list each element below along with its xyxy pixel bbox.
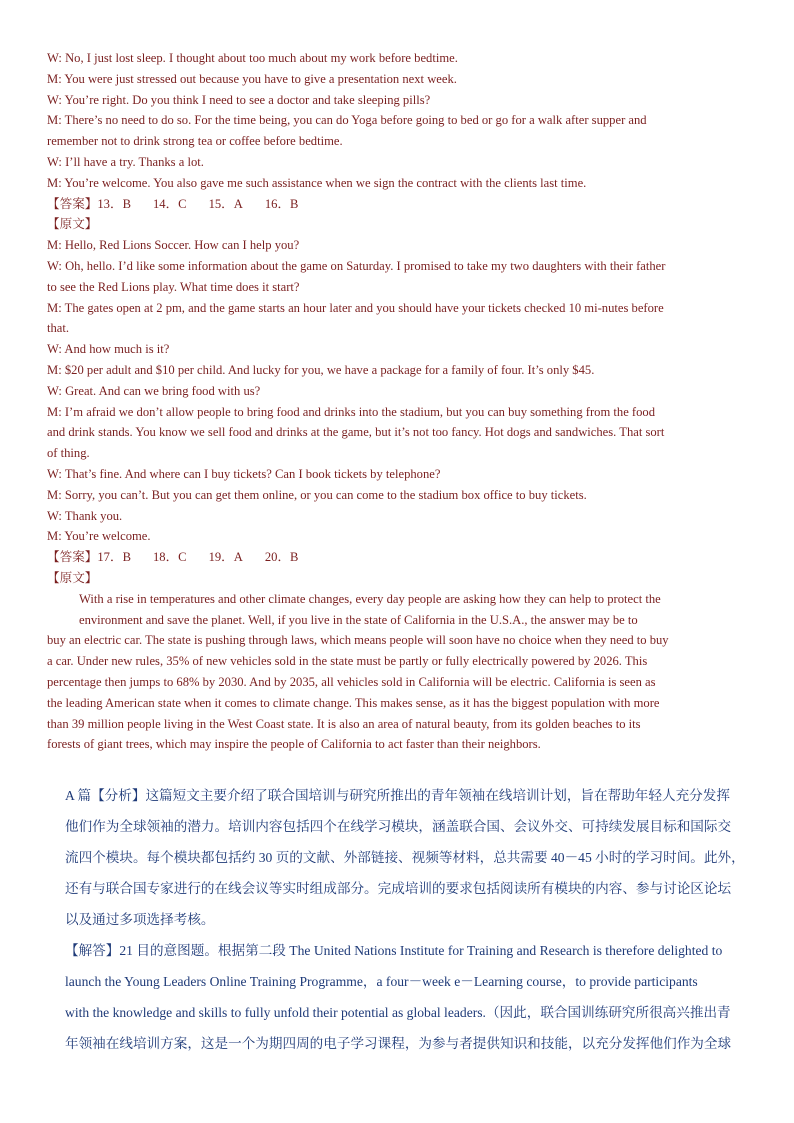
dialogue-line bbox=[47, 402, 752, 423]
answer-label: 【答案】 bbox=[47, 196, 98, 211]
dialogue-line bbox=[47, 48, 752, 69]
speaker-tag: W: bbox=[47, 342, 62, 357]
dialogue-line bbox=[47, 235, 752, 256]
dialogue-line bbox=[47, 443, 752, 464]
utterance-text: I’ll have a try. Thanks a lot. bbox=[65, 154, 204, 169]
dialogue-1 bbox=[47, 48, 752, 194]
speaker-tag: M: bbox=[47, 300, 62, 315]
passage-line: buy an electric car. The state is pushing through laws, which means people will soon have no choice when they need to buy bbox=[47, 633, 669, 648]
dialogue-2 bbox=[47, 235, 752, 547]
answer-item: 20．B bbox=[264, 550, 299, 565]
solution-line: 【解答】21 目的意图题。根据第二段 The United Nations Institute for Training and Research is therefore delighted to bbox=[65, 943, 723, 958]
dialogue-line bbox=[47, 152, 752, 173]
utterance-text: Hello, Red Lions Soccer. How can I help you? bbox=[64, 238, 300, 253]
passage-line: than 39 million people living in the West Coast state. It is also an area of natural beauty, from its golden beaches to its bbox=[47, 716, 641, 731]
answer-item: 19．A bbox=[208, 550, 243, 565]
speaker-tag: M: bbox=[47, 404, 62, 419]
speaker-tag: W: bbox=[47, 508, 62, 523]
dialogue-line bbox=[47, 90, 752, 111]
answer-item: 15．A bbox=[208, 196, 243, 211]
speaker-tag: W: bbox=[47, 258, 62, 273]
answer-item: 18．C bbox=[152, 550, 187, 565]
utterance-text: I’m afraid we don’t allow people to bring food and drinks into the stadium, but you can buy something from the food bbox=[64, 404, 656, 419]
solution-line: with the knowledge and skills to fully unfold their potential as global leaders.（因此，联合国训练研究所很高兴推出青 bbox=[65, 1005, 731, 1020]
speaker-tag: W: bbox=[47, 92, 62, 107]
utterance-text: You’re welcome. bbox=[64, 529, 151, 544]
solution-line: launch the Young Leaders Online Training Programme，a four－week e－Learning course，to provide participants bbox=[65, 974, 698, 989]
speaker-tag: W: bbox=[47, 466, 62, 481]
utterance-text: You were just stressed out because you have to give a presentation next week. bbox=[64, 71, 457, 86]
answer-label: 【答案】 bbox=[47, 550, 98, 565]
dialogue-line bbox=[47, 298, 752, 319]
original-text-label: 【原文】 bbox=[47, 217, 98, 232]
analysis-line: A 篇【分析】这篇短文主要介绍了联合国培训与研究所推出的青年领袖在线培训计划，旨在帮助年轻人充分发挥 bbox=[65, 788, 730, 803]
dialogue-line bbox=[47, 256, 752, 277]
dialogue-line bbox=[47, 506, 752, 527]
passage-line: environment and save the planet. Well, if you live in the state of California in the U.S.A., the answer may be to bbox=[79, 612, 638, 627]
speaker-tag: M: bbox=[47, 238, 62, 253]
passage-line: the leading American state when it comes to climate change. This makes sense, as it has the biggest population with more bbox=[47, 695, 660, 710]
speaker-tag: M: bbox=[47, 362, 62, 377]
utterance-text: Thank you. bbox=[64, 508, 123, 523]
utterance-text: that. bbox=[47, 321, 70, 336]
speaker-tag: W: bbox=[47, 383, 62, 398]
original-text-label: 【原文】 bbox=[47, 570, 98, 585]
utterance-text: to see the Red Lions play. What time does it start? bbox=[47, 279, 300, 294]
dialogue-line bbox=[47, 526, 752, 547]
dialogue-line bbox=[47, 464, 752, 485]
speaker-tag: W: bbox=[47, 154, 62, 169]
dialogue-line bbox=[47, 110, 752, 131]
dialogue-line bbox=[47, 318, 752, 339]
answer-item: 17．B bbox=[97, 550, 131, 565]
answer-key-1 bbox=[47, 194, 752, 215]
analysis-line: 以及通过多项选择考核。 bbox=[65, 912, 215, 927]
utterance-text: $20 per adult and $10 per child. And lucky for you, we have a package for a family of four. It’s only $45. bbox=[64, 362, 595, 377]
dialogue-line bbox=[47, 360, 752, 381]
utterance-text: You’re welcome. You also gave me such assistance when we sign the contract with the clients last time. bbox=[64, 175, 587, 190]
answer-item: 14．C bbox=[152, 196, 187, 211]
utterance-text: And how much is it? bbox=[64, 342, 170, 357]
utterance-text: There’s no need to do so. For the time being, you can do Yoga before going to bed or go for a walk after supper and bbox=[64, 113, 647, 128]
utterance-text: That’s fine. And where can I buy tickets? Can I book tickets by telephone? bbox=[64, 466, 441, 481]
utterance-text: of thing. bbox=[47, 446, 90, 461]
utterance-text: remember not to drink strong tea or coffee before bedtime. bbox=[47, 134, 343, 149]
utterance-text: No, I just lost sleep. I thought about too much about my work before bedtime. bbox=[65, 51, 458, 65]
reading-passage bbox=[47, 589, 748, 755]
analysis-line: 还有与联合国专家进行的在线会议等实时组成部分。完成培训的要求包括阅读所有模块的内容、参与讨论区论坛 bbox=[65, 881, 732, 896]
analysis-section bbox=[65, 780, 747, 1059]
speaker-tag: W: bbox=[47, 51, 62, 65]
dialogue-line bbox=[47, 173, 752, 194]
listening-transcript bbox=[47, 48, 752, 755]
utterance-text: The gates open at 2 pm, and the game starts an hour later and you should have your tickets checked 10 mi-nutes before bbox=[64, 300, 664, 315]
dialogue-line bbox=[47, 339, 752, 360]
dialogue-line bbox=[47, 485, 752, 506]
solution-label: 【解答】 bbox=[65, 943, 120, 958]
analysis-line: 他们作为全球领袖的潜力。培训内容包括四个在线学习模块，涵盖联合国、会议外交、可持续发展目标和国际交 bbox=[65, 819, 732, 834]
answer-item: 16．B bbox=[264, 196, 299, 211]
utterance-text: Great. And can we bring food with us? bbox=[65, 383, 261, 398]
speaker-tag: M: bbox=[47, 71, 62, 86]
passage-line: With a rise in temperatures and other climate changes, every day people are asking how they can help to protect the bbox=[79, 591, 661, 606]
passage-line: forests of giant trees, which may inspire the people of California to act faster than their neighbors. bbox=[47, 737, 541, 752]
answer-key-2 bbox=[47, 547, 752, 568]
utterance-text: You’re right. Do you think I need to see a doctor and take sleeping pills? bbox=[64, 92, 431, 107]
speaker-tag: M: bbox=[47, 113, 62, 128]
dialogue-line bbox=[47, 277, 752, 298]
passage-line: percentage then jumps to 68% by 2030. And by 2035, all vehicles sold in California will be electric. California is seen as bbox=[47, 674, 656, 689]
analysis-line: 流四个模块。每个模块都包括约 30 页的文献、外部链接、视频等材料，总共需要 40－45 小时的学习时间。此外， bbox=[65, 850, 745, 865]
passage-line: a car. Under new rules, 35% of new vehicles sold in the state must be partly or fully electrically powered by 2026. This bbox=[47, 654, 648, 669]
utterance-text: Oh, hello. I’d like some information about the game on Saturday. I promised to take my two daughters with their father bbox=[65, 258, 666, 273]
utterance-text: and drink stands. You know we sell food and drinks at the game, but it’s not too fancy. Hot dogs and sandwiches. That sort bbox=[47, 425, 665, 440]
utterance-text: Sorry, you can’t. But you can get them online, or you can come to the stadium box office to buy tickets. bbox=[64, 487, 587, 502]
speaker-tag: M: bbox=[47, 529, 62, 544]
speaker-tag: M: bbox=[47, 175, 62, 190]
dialogue-line bbox=[47, 131, 752, 152]
answer-item: 13．B bbox=[97, 196, 131, 211]
speaker-tag: M: bbox=[47, 487, 62, 502]
analysis-label: 【分析】 bbox=[91, 788, 146, 803]
dialogue-line bbox=[47, 422, 752, 443]
solution-line: 年领袖在线培训方案，这是一个为期四周的电子学习课程，为参与者提供知识和技能，以充分发挥他们作为全球 bbox=[65, 1036, 732, 1051]
dialogue-line bbox=[47, 381, 752, 402]
section-label: A 篇 bbox=[65, 788, 92, 803]
dialogue-line bbox=[47, 69, 752, 90]
